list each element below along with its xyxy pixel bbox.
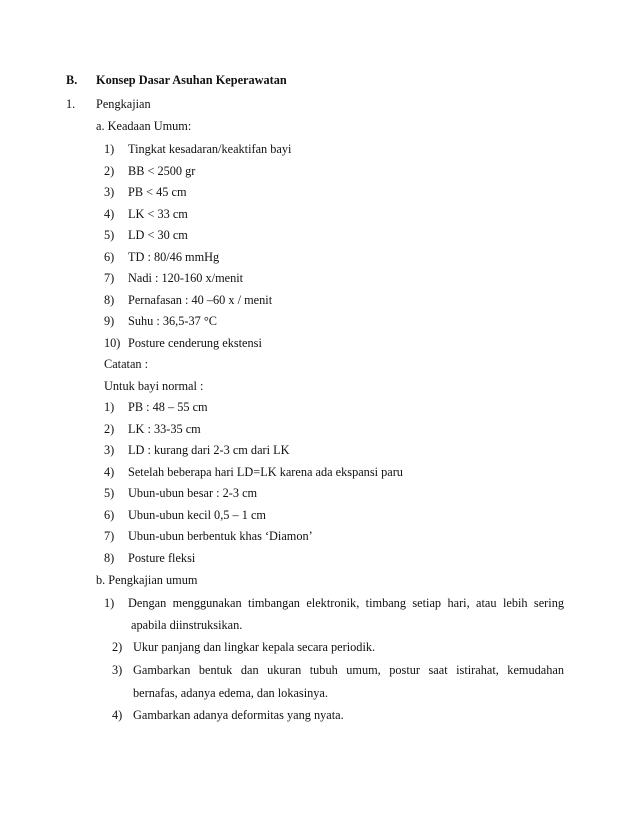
list-item-number: 1)	[104, 142, 115, 156]
section-b-heading	[0, 72, 638, 88]
list-item	[0, 163, 638, 179]
list-item-text: PB : 48 – 55 cm	[128, 400, 208, 414]
keadaan-umum-heading: a. Keadaan Umum:	[96, 119, 192, 133]
list-item-number: 7)	[104, 529, 115, 543]
list-item-number: 4)	[112, 708, 123, 722]
list-item-text: TD : 80/46 mmHg	[128, 250, 220, 264]
list-item-text: LK < 33 cm	[128, 207, 188, 221]
list-item-text: PB < 45 cm	[128, 185, 187, 199]
list-item-text: LD < 30 cm	[128, 228, 188, 242]
list-item-text: Posture fleksi	[128, 551, 196, 565]
note-label: Catatan :	[104, 357, 149, 371]
list-item	[0, 707, 638, 723]
list-item-number: 3)	[112, 663, 123, 677]
list-item-number: 2)	[104, 422, 115, 436]
list-item	[0, 270, 638, 286]
list-item-number: 2)	[112, 640, 123, 654]
list-item-continuation: bernafas, adanya edema, dan lokasinya.	[133, 686, 328, 700]
list-item-number: 5)	[104, 228, 115, 242]
list-item-continuation: apabila diinstruksikan.	[131, 618, 243, 632]
list-item	[0, 528, 638, 544]
list-item-number: 10)	[104, 336, 121, 350]
list-item-text: Gambarkan bentuk dan ukuran tubuh umum, postur saat istirahat, kemudahan	[133, 663, 564, 677]
list-item	[0, 227, 638, 243]
list-item	[0, 507, 638, 523]
list-item-text: LD : kurang dari 2-3 cm dari LK	[128, 443, 290, 457]
section-1-title: Pengkajian	[96, 97, 151, 111]
list-item-number: 7)	[104, 271, 115, 285]
list-item	[0, 141, 638, 157]
list-item-number: 6)	[104, 250, 115, 264]
list-item-text: Ubun-ubun besar : 2-3 cm	[128, 486, 258, 500]
list-item-number: 2)	[104, 164, 115, 178]
list-item-text: Dengan menggunakan timbangan elektronik, timbang setiap hari, atau lebih sering	[128, 596, 564, 610]
list-item	[0, 421, 638, 437]
list-item	[0, 292, 638, 308]
section-b-title: Konsep Dasar Asuhan Keperawatan	[96, 73, 287, 87]
normal-baby-label: Untuk bayi normal :	[104, 379, 204, 393]
list-item-number: 5)	[104, 486, 115, 500]
list-item-text: BB < 2500 gr	[128, 164, 196, 178]
list-item-number: 3)	[104, 443, 115, 457]
list-item-number: 3)	[104, 185, 115, 199]
list-item-text: Ubun-ubun berbentuk khas ‘Diamon’	[128, 529, 313, 543]
list-item-number: 8)	[104, 293, 115, 307]
list-item-text: Tingkat kesadaran/keaktifan bayi	[128, 142, 292, 156]
list-item-number: 1)	[104, 400, 115, 414]
list-item-number: 9)	[104, 314, 115, 328]
list-item-text: Ukur panjang dan lingkar kepala secara periodik.	[133, 640, 376, 654]
list-item-text: Pernafasan : 40 –60 x / menit	[128, 293, 273, 307]
list-item	[0, 249, 638, 265]
list-item-text: Ubun-ubun kecil 0,5 – 1 cm	[128, 508, 266, 522]
list-item	[0, 442, 638, 458]
list-item-text: Suhu : 36,5-37 °C	[128, 314, 217, 328]
section-1-heading	[0, 96, 638, 112]
list-item	[0, 399, 638, 415]
list-item-number: 4)	[104, 465, 115, 479]
list-item-text: Posture cenderung ekstensi	[128, 336, 262, 350]
list-item	[0, 464, 638, 480]
list-item	[0, 595, 638, 611]
list-item-text: Setelah beberapa hari LD=LK karena ada ekspansi paru	[128, 465, 403, 479]
list-item-text: Gambarkan adanya deformitas yang nyata.	[133, 708, 344, 722]
list-item	[0, 184, 638, 200]
list-item-number: 6)	[104, 508, 115, 522]
list-item-number: 1)	[104, 596, 115, 610]
list-item	[0, 485, 638, 501]
list-item	[0, 206, 638, 222]
pengkajian-umum-heading: b. Pengkajian umum	[96, 573, 198, 587]
list-item-text: LK : 33-35 cm	[128, 422, 201, 436]
section-b-marker: B.	[66, 73, 78, 87]
list-item	[0, 313, 638, 329]
list-item	[0, 639, 638, 655]
list-item	[0, 662, 638, 678]
section-1-marker: 1.	[66, 97, 76, 111]
list-item-text: Nadi : 120-160 x/menit	[128, 271, 244, 285]
list-item-number: 8)	[104, 551, 115, 565]
list-item-number: 4)	[104, 207, 115, 221]
list-item	[0, 550, 638, 566]
list-item	[0, 335, 638, 351]
